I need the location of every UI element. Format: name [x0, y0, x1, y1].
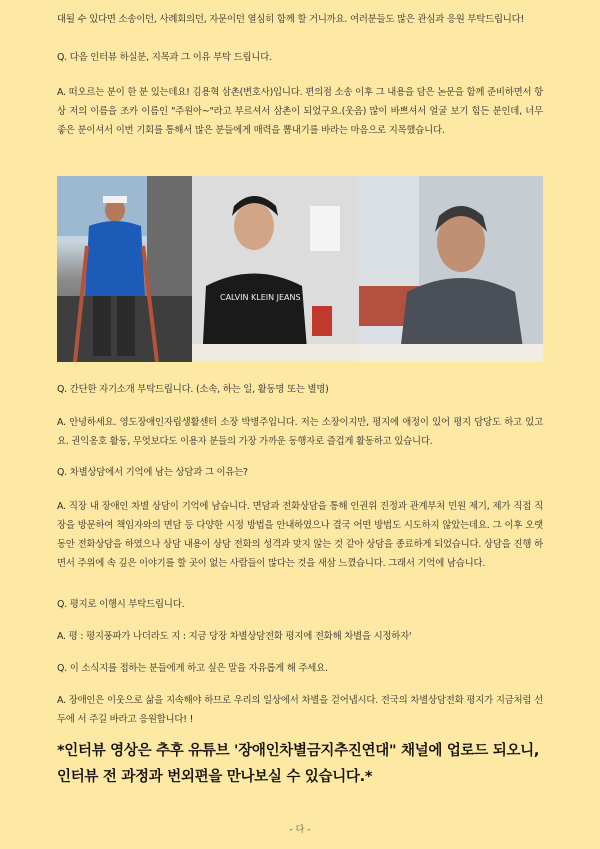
answer-acrostic: A. 평 : 평지풍파가 나더라도 지 : 지금 당장 차별상담전화 평지에 전화해 차별을 시정하자'	[57, 631, 412, 642]
question-next-interview: Q. 다음 인터뷰 하실분, 지목과 그 이유 부탁 드립니다.	[57, 52, 272, 63]
answer-next-interview: A. 떠오르는 분이 한 분 있는데요! 김용혁 삼촌(변호사)입니다. 편의점 소송 이후 그 내용을 담은 논문을 함께 준비하면서 항상 저의 이름을 조카 이름인 "주원아~"라고 부르셔서 삼촌이 되었구요.(웃음) 많이 바쁘셔서 얼굴 보기 힘든 분인데, 너무 좋은 분이셔서 이번 기회를 통해서 많은 분들에게 매력을 뽐내기를 바라는 마음으로 지목했습니다.	[57, 87, 543, 136]
question-message: Q. 이 소식지를 접하는 분들에게 하고 싶은 말을 자유롭게 해 주세요.	[57, 663, 328, 674]
photo-panel-older-man	[359, 176, 543, 362]
question-self-intro: Q. 간단한 자기소개 부탁드립니다. (소속, 하는 일, 활동명 또는 별명)	[57, 384, 329, 395]
answer-message: A. 장애인은 이웃으로 삶을 지속해야 하므로 우리의 일상에서 차별을 걷어냅시다. 전국의 차별상담전화 평지가 지금처럼 선두에 서 주길 바라고 응원합니다! !	[57, 695, 543, 725]
youtube-notice: *인터뷰 영상은 추후 유튜브 '장애인차별금지추진연대" 채널에 업로드 되오니, 인터뷰 전 과정과 번외편을 만나보실 수 있습니다.*	[57, 743, 540, 785]
photo-illustration-center	[192, 176, 359, 362]
photo-panel-young-man	[192, 176, 359, 362]
photo-illustration-left	[57, 176, 192, 362]
photo-panel-crutches	[57, 176, 192, 362]
shirt-text: CALVIN KLEIN JEANS	[220, 293, 301, 302]
answer-self-intro: A. 안녕하세요. 영도장애인자립생활센터 소장 박병주입니다. 저는 소장이지만, 평지에 애정이 있어 평지 담당도 하고 있고요. 권익옹호 활동, 무엇보다도 이용자 분들의 가장 가까운 동행자로 즐겁게 활동하고 있습니다.	[57, 417, 543, 447]
question-acrostic: Q. 평지로 이행시 부탁드립니다.	[57, 599, 185, 610]
interview-photo	[57, 176, 543, 362]
paragraph-closing: 대될 수 있다면 소송이던, 사례회의던, 자문이던 열심히 함께 할 거니까요. 여러분들도 많은 관심과 응원 부탁드립니다!	[57, 14, 525, 25]
answer-memorable-consult: A. 직장 내 장애인 차별 상담이 기억에 남습니다. 면담과 전화상담을 통해 인권위 진정과 관계부처 민원 제기, 제가 직접 직장을 방문하여 책임자와의 면담 등 다양한 시정 방법을 안내하였으나 결국 어떤 방법도 시도하지 않았는데요. 그 이후 오랫동안 전화상담을 하였으나 상담 내용이 상담 전화의 성격과 맞지 않는 것 같아 상담을 종료하게 되었습니다. 상담을 진행 하면서 주위에 속 깊은 이야기를 할 곳이 없는 사람들이 많다는 것을 새삼 느꼈습니다. 그래서 기억에 남습니다.	[57, 501, 543, 569]
photo-illustration-right	[359, 176, 543, 362]
page-footer: - 다 -	[289, 825, 311, 835]
question-memorable-consult: Q. 차별상담에서 기억에 남는 상담과 그 이유는?	[57, 467, 248, 478]
